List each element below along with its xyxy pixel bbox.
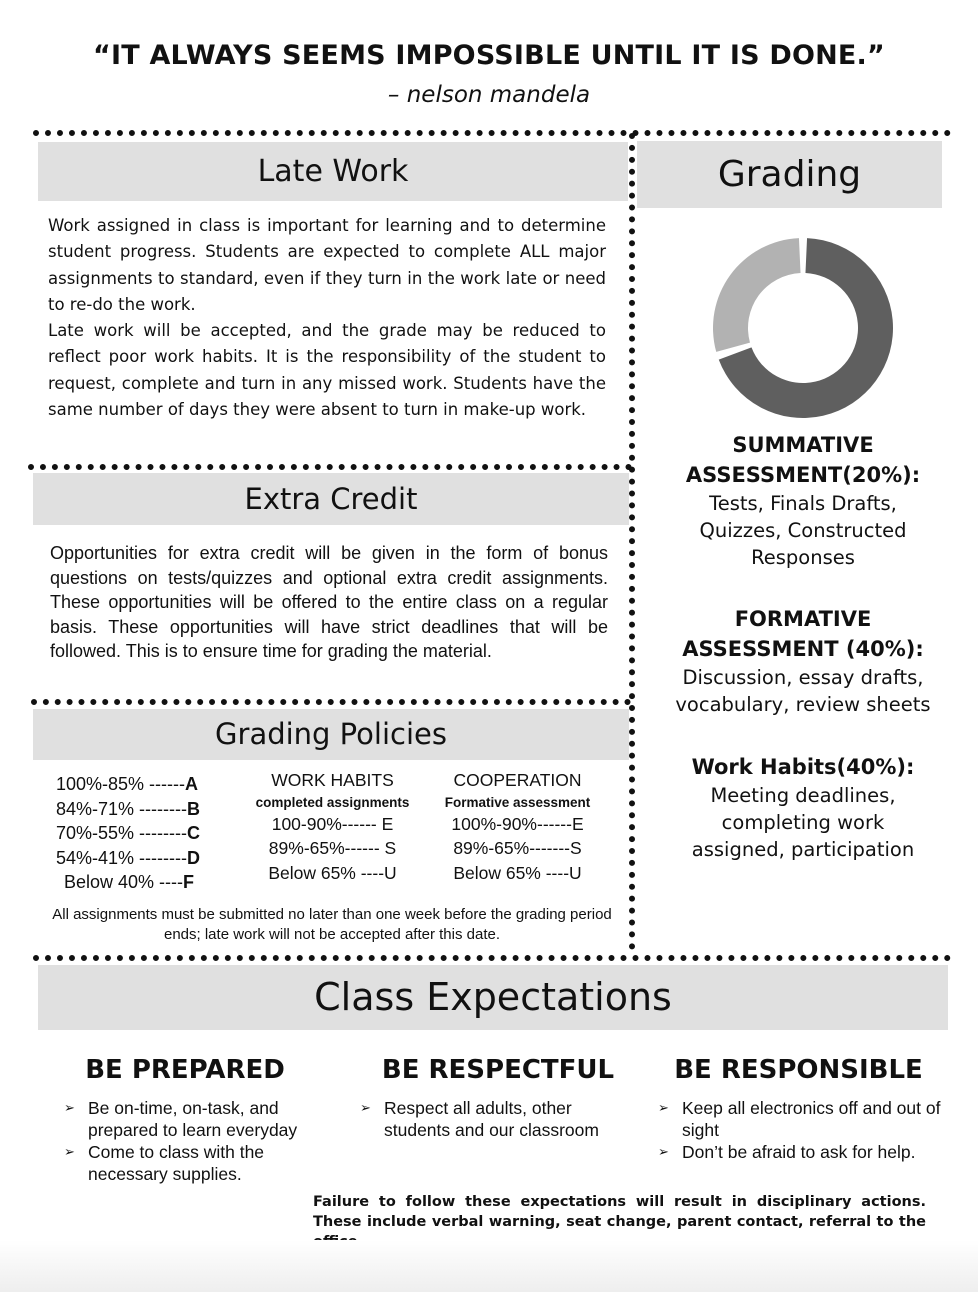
late-work-paragraph-1: Work assigned in class is important for learning and to determine student progress. Students are expected to complete ALL major assignments to standard, even if they turn in the work late or need to re-do the work.: [48, 216, 606, 314]
grading-policies-title: Grading Policies: [215, 717, 447, 751]
donut-slice-2: [713, 238, 801, 352]
column-divider: [629, 133, 635, 950]
summative-assessment: [662, 430, 944, 571]
late-work-paragraph-2: Late work will be accepted, and the grade may be reduced to reflect poor work habits. It is the responsibility of the student to request, complete and turn in any missed work. Students have the same number of days they were absent to turn in make-up work.: [48, 321, 606, 420]
late-work-text: [48, 213, 606, 423]
be-respectful-heading: BE RESPECTFUL: [381, 1055, 615, 1085]
class-expectations-header: [38, 965, 948, 1030]
letter-grade-row: 70%-55% --------C: [56, 823, 201, 843]
grading-categories: [662, 430, 944, 863]
page-bottom-shadow: [0, 1240, 978, 1292]
list-item: ➢ Don’t be afraid to ask for help.: [658, 1142, 916, 1162]
letter-grade-row: 84%-71% --------B: [56, 798, 201, 819]
late-work-header: [38, 142, 628, 201]
quote: “IT ALWAYS SEEMS IMPOSSIBLE UNTIL IT IS DONE.”: [93, 40, 885, 71]
arrow-bullet-icon: ➢: [64, 1144, 75, 1159]
grading-donut-chart: [703, 228, 903, 428]
grading-header: [637, 141, 942, 208]
work-habits-weight: [662, 752, 944, 863]
extra-credit-text: Opportunities for extra credit will be given in the form of bonus questions on tests/quizzes and optional extra credit assignments. These opportunities will be offered to the entire class on a regular basis. These opportunities will have strict deadlines that will be followed. This is to ensure time for grading the material.: [50, 543, 608, 661]
top-divider: [33, 130, 951, 136]
extra-credit-divider: [28, 464, 632, 470]
cooperation-row: 100%-90%------E: [451, 813, 584, 834]
be-prepared-heading: BE PREPARED: [85, 1055, 285, 1085]
cooperation-subtitle: Formative assessment: [444, 794, 591, 810]
expectation-be-responsible: [656, 1055, 941, 1163]
list-item: ➢ Keep all electronics off and out of sight: [658, 1098, 941, 1140]
cooperation-title: COOPERATION: [453, 770, 582, 790]
arrow-bullet-icon: ➢: [64, 1100, 75, 1115]
grading-policies-divider: [31, 699, 631, 705]
extra-credit-title: Extra Credit: [244, 482, 418, 516]
list-item: ➢ Respect all adults, other students and our classroom: [360, 1098, 599, 1140]
expectation-be-prepared: [62, 1055, 312, 1185]
letter-grade-row: Below 40% ----F: [64, 872, 195, 892]
work-habits-row: 100-90%------ E: [271, 813, 394, 834]
work-habits-row: Below 65% ----U: [268, 862, 397, 883]
arrow-bullet-icon: ➢: [658, 1100, 669, 1115]
work-habits-row: 89%-65%------ S: [268, 838, 397, 858]
letter-grade-row: 54%-41% --------D: [56, 847, 201, 868]
failure-note: Failure to follow these expectations will result in disciplinary actions. These include verbal warning, seat change, parent contact, referral to the: [313, 1194, 926, 1230]
be-responsible-heading: BE RESPONSIBLE: [674, 1055, 923, 1085]
work-habits-weight-items: Meeting deadlines, completing work assigned, participation: [691, 784, 915, 861]
late-work-title: Late Work: [257, 154, 409, 189]
quote-author: – nelson mandela: [387, 82, 591, 108]
cooperation-scale: [425, 768, 610, 885]
expectation-be-respectful: [358, 1055, 638, 1141]
arrow-bullet-icon: ➢: [360, 1100, 371, 1115]
grading-title: Grading: [717, 154, 862, 195]
cooperation-row: Below 65% ----U: [453, 862, 582, 883]
expectations-divider: [33, 955, 951, 961]
formative-assessment-title: FORMATIVE ASSESSMENT (40%):: [682, 607, 924, 661]
work-habits-weight-title: Work Habits(40%):: [691, 755, 915, 779]
class-expectations-title: Class Expectations: [314, 975, 672, 1019]
formative-assessment-items: Discussion, essay drafts, vocabulary, review sheets: [675, 666, 931, 716]
grading-policies-note: All assignments must be submitted no later than one week before the grading period ends; late work will not be accepted after this date.: [52, 906, 612, 943]
extra-credit-header: [33, 473, 629, 525]
cooperation-row: 89%-65%-------S: [453, 838, 582, 858]
list-item: ➢ Be on-time, on-task, and prepared to learn everyday: [64, 1098, 298, 1140]
summative-assessment-items: Tests, Finals Drafts, Quizzes, Constructed Responses: [699, 492, 907, 569]
grading-policies-header: [33, 709, 629, 760]
list-item: ➢ Come to class with the necessary supplies.: [64, 1142, 265, 1184]
formative-assessment: [662, 604, 944, 718]
letter-grade-scale: [56, 772, 226, 895]
arrow-bullet-icon: ➢: [658, 1144, 669, 1159]
work-habits-scale: [240, 768, 425, 885]
letter-grade-row: 100%-85% ------A: [56, 774, 199, 794]
work-habits-subtitle: completed assignments: [255, 794, 410, 810]
summative-assessment-title: SUMMATIVE ASSESSMENT(20%):: [685, 433, 921, 487]
work-habits-title: WORK HABITS: [271, 770, 394, 790]
